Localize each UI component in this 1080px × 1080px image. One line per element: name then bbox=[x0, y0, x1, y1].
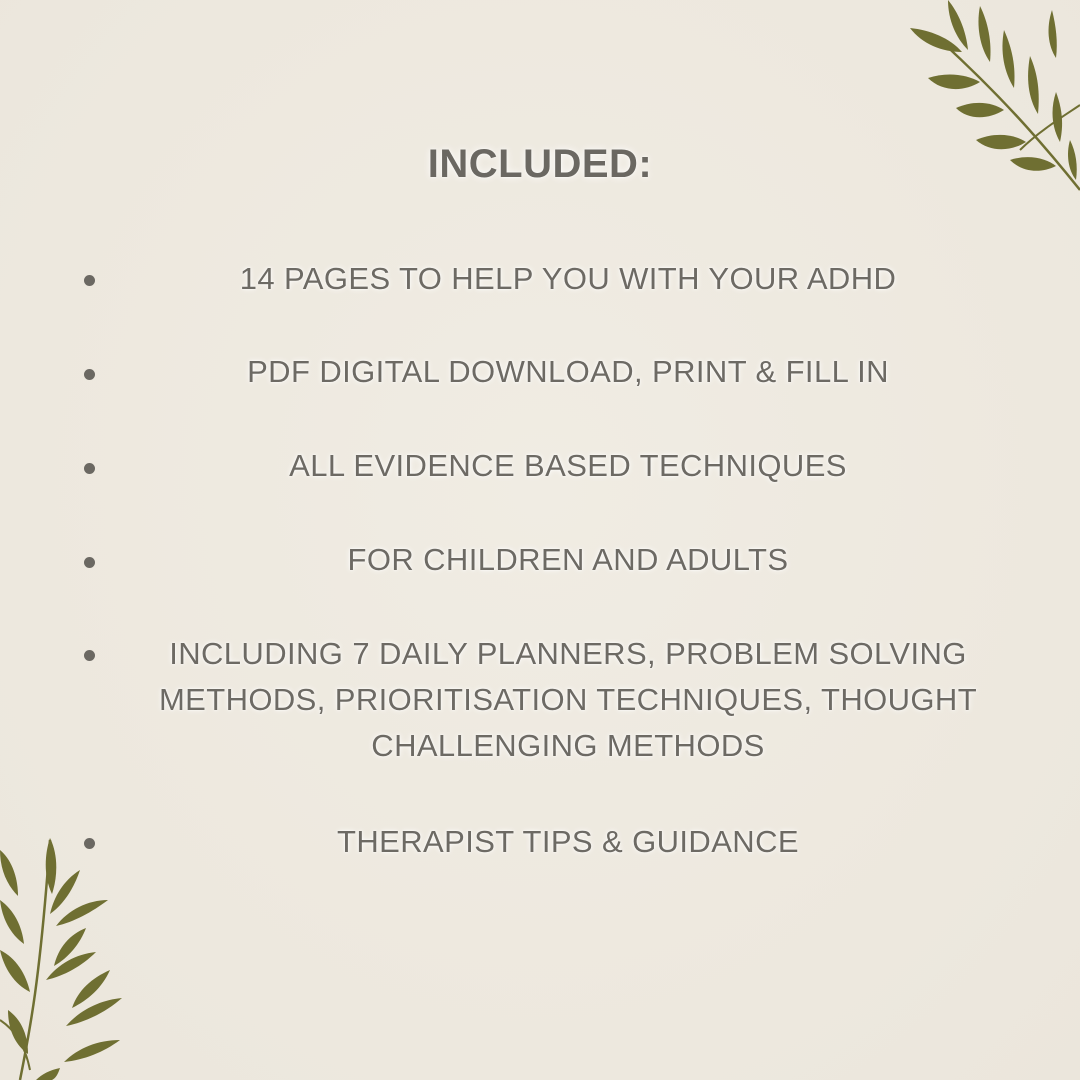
bullet-icon bbox=[84, 838, 95, 849]
bullet-icon bbox=[84, 557, 95, 568]
bullet-icon bbox=[84, 463, 95, 474]
list-item-text: INCLUDING 7 DAILY PLANNERS, PROBLEM SOLVING METHODS, PRIORITISATION TECHNIQUES, THOUGHT CHALLENGING METHODS bbox=[158, 636, 978, 763]
page-title: INCLUDED: bbox=[427, 142, 653, 186]
list-item-text: ALL EVIDENCE BASED TECHNIQUES bbox=[289, 448, 847, 483]
list-item-text: THERAPIST TIPS & GUIDANCE bbox=[337, 824, 799, 859]
list-item-text: PDF DIGITAL DOWNLOAD, PRINT & FILL IN bbox=[247, 354, 889, 389]
bullet-icon bbox=[84, 650, 95, 661]
bullet-icon bbox=[84, 369, 95, 380]
list-item-text: FOR CHILDREN AND ADULTS bbox=[347, 542, 789, 577]
list-item-text: 14 PAGES TO HELP YOU WITH YOUR ADHD bbox=[239, 261, 897, 296]
bullet-icon bbox=[84, 275, 95, 286]
